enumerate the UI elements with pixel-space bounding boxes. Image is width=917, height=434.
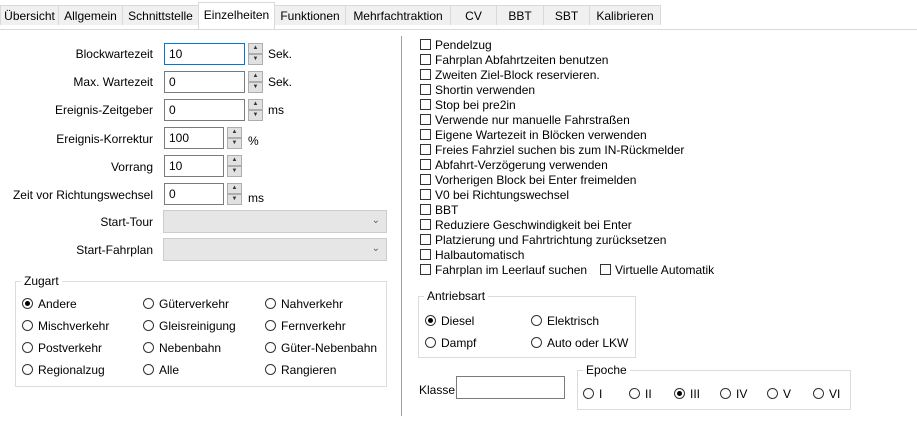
checkbox-icon [420, 234, 431, 245]
checkbox-label: Fahrplan Abfahrtzeiten benutzen [435, 53, 609, 67]
radio-label: Nebenbahn [159, 341, 222, 355]
checkbox-icon [420, 114, 431, 125]
radio-icon [629, 388, 640, 399]
checkbox-icon [420, 144, 431, 155]
tab-schnittstelle[interactable]: Schnittstelle [122, 5, 199, 25]
checkbox-icon [420, 264, 431, 275]
zeit-vor-richtungswechsel-label: Zeit vor Richtungswechsel [12, 188, 153, 202]
spin-up-icon[interactable]: ▲ [227, 155, 242, 166]
klasse-label: Klasse [419, 383, 456, 397]
tab-kalibrieren[interactable]: Kalibrieren [589, 5, 661, 25]
radio-icon [265, 364, 276, 375]
checkbox-icon [420, 219, 431, 230]
checkbox-label: Reduziere Geschwindigkeit bei Enter [435, 218, 632, 232]
tab-bbt[interactable]: BBT [496, 5, 544, 25]
radio-icon [813, 388, 824, 399]
vorrang-spinner[interactable] [227, 155, 242, 177]
radio-icon [22, 320, 33, 331]
radio-icon [531, 337, 542, 348]
chevron-down-icon: ⌄ [371, 243, 380, 254]
checkbox-label: Shortin verwenden [435, 83, 536, 97]
checkbox-label: V0 bei Richtungswechsel [435, 188, 570, 202]
epoche-title: Epoche [583, 363, 630, 377]
ereignis-korrektur-label: Ereignis-Korrektur [56, 132, 153, 146]
spin-up-icon[interactable]: ▲ [248, 43, 263, 54]
start-fahrplan-label: Start-Fahrplan [76, 243, 153, 257]
ereignis-zeitgeber-label: Ereignis-Zeitgeber [54, 103, 153, 117]
radio-label: Elektrisch [547, 314, 600, 328]
radio-selected-icon [425, 315, 436, 326]
radio-icon [143, 364, 154, 375]
spin-down-icon[interactable]: ▼ [248, 110, 263, 121]
checkbox-label: Eigene Wartezeit in Blöcken verwenden [435, 128, 647, 142]
checkbox-icon [420, 204, 431, 215]
radio-label: II [645, 387, 652, 401]
tab-mehrfachtraktion[interactable]: Mehrfachtraktion [345, 5, 451, 25]
checkbox-label: Pendelzug [435, 38, 492, 52]
start-fahrplan-combo[interactable] [163, 238, 387, 261]
checkbox-icon [420, 54, 431, 65]
radio-icon [143, 320, 154, 331]
ereignis-korrektur-input[interactable]: 100 [164, 127, 224, 149]
spin-down-icon[interactable]: ▼ [227, 194, 242, 205]
ereignis-zeitgeber-spinner[interactable] [248, 99, 263, 121]
checkbox-label: Verwende nur manuelle Fahrstraßen [435, 113, 630, 127]
spin-down-icon[interactable]: ▼ [227, 166, 242, 177]
radio-label: Nahverkehr [281, 297, 344, 311]
spin-up-icon[interactable]: ▲ [248, 71, 263, 82]
radio-label: V [783, 387, 792, 401]
tab-einzelheiten[interactable]: Einzelheiten [198, 2, 275, 29]
zugart-title: Zugart [21, 274, 62, 288]
radio-label: Güter-Nebenbahn [281, 341, 378, 355]
checkbox-icon [420, 69, 431, 80]
radio-icon [22, 364, 33, 375]
tab-funktionen[interactable]: Funktionen [274, 5, 346, 25]
radio-label: Auto oder LKW [547, 336, 629, 350]
spin-down-icon[interactable]: ▼ [248, 82, 263, 93]
tab-bar [0, 0, 917, 30]
radio-icon [720, 388, 731, 399]
chevron-down-icon: ⌄ [371, 215, 380, 226]
radio-label: Gleisreinigung [159, 319, 236, 333]
radio-icon [143, 342, 154, 353]
radio-label: VI [829, 387, 841, 401]
radio-label: Fernverkehr [281, 319, 346, 333]
checkbox-icon [420, 189, 431, 200]
radio-icon [22, 342, 33, 353]
radio-label: IV [736, 387, 748, 401]
tab-sbt[interactable]: SBT [543, 5, 590, 25]
blockwartezeit-unit: Sek. [268, 47, 293, 61]
ereignis-korrektur-spinner[interactable] [227, 127, 242, 149]
radio-icon [767, 388, 778, 399]
spin-up-icon[interactable]: ▲ [227, 127, 242, 138]
radio-label: Mischverkehr [38, 319, 110, 333]
max-wartezeit-input[interactable]: 0 [164, 71, 245, 93]
start-tour-label: Start-Tour [100, 215, 153, 229]
checkbox-label: BBT [435, 203, 459, 217]
max-wartezeit-unit: Sek. [268, 75, 293, 89]
radio-label: Diesel [441, 314, 475, 328]
zeit-vor-richtungswechsel-input[interactable]: 0 [164, 183, 224, 205]
radio-icon [265, 342, 276, 353]
checkbox-icon [420, 84, 431, 95]
checkbox-label: Zweiten Ziel-Block reservieren. [435, 68, 600, 82]
vorrang-input[interactable]: 10 [164, 155, 224, 177]
blockwartezeit-spinner[interactable] [248, 43, 263, 65]
tab-uebersicht[interactable]: Übersicht [0, 5, 59, 25]
tab-cv[interactable]: CV [450, 5, 497, 25]
checkbox-label: Vorherigen Block bei Enter freimelden [435, 173, 637, 187]
start-tour-combo[interactable] [163, 210, 387, 233]
radio-label: Rangieren [281, 363, 337, 377]
radio-icon [425, 337, 436, 348]
checkbox-label: Virtuelle Automatik [615, 263, 715, 277]
max-wartezeit-spinner[interactable] [248, 71, 263, 93]
checkbox-icon [420, 249, 431, 260]
radio-icon [265, 298, 276, 309]
ereignis-korrektur-unit: % [248, 134, 259, 148]
checkbox-label: Freies Fahrziel suchen bis zum IN-Rückmelder [435, 143, 685, 157]
radio-icon [143, 298, 154, 309]
radio-label: I [599, 387, 603, 401]
max-wartezeit-label: Max. Wartezeit [73, 75, 153, 89]
checkbox-icon [420, 129, 431, 140]
checkbox-icon [600, 264, 611, 275]
checkbox-icon [420, 159, 431, 170]
klasse-input[interactable] [456, 376, 565, 399]
checkbox-label: Fahrplan im Leerlauf suchen [435, 263, 588, 277]
vorrang-label: Vorrang [110, 160, 153, 174]
ereignis-zeitgeber-unit: ms [268, 103, 284, 117]
radio-icon [583, 388, 594, 399]
spin-up-icon[interactable]: ▲ [227, 183, 242, 194]
radio-label: III [690, 387, 701, 401]
radio-label: Dampf [441, 336, 477, 350]
checkbox-icon [420, 99, 431, 110]
radio-label: Güterverkehr [159, 297, 230, 311]
ereignis-zeitgeber-input[interactable]: 0 [164, 99, 245, 121]
spin-down-icon[interactable]: ▼ [248, 54, 263, 65]
radio-label: Alle [159, 363, 180, 377]
radio-icon [265, 320, 276, 331]
checkbox-icon [420, 39, 431, 50]
blockwartezeit-input[interactable]: 10 [164, 43, 245, 65]
radio-selected-icon [674, 388, 685, 399]
radio-label: Postverkehr [38, 341, 103, 355]
radio-icon [531, 315, 542, 326]
checkbox-label: Abfahrt-Verzögerung verwenden [435, 158, 608, 172]
zeit-vor-richtungswechsel-spinner[interactable] [227, 183, 242, 205]
radio-selected-icon [22, 298, 33, 309]
checkbox-label: Stop bei pre2in [435, 98, 516, 112]
spin-down-icon[interactable]: ▼ [227, 138, 242, 149]
checkbox-label: Platzierung und Fahrtrichtung zurücksetzen [435, 233, 667, 247]
radio-label: Regionalzug [38, 363, 105, 377]
vertical-separator [401, 36, 402, 416]
spin-up-icon[interactable]: ▲ [248, 99, 263, 110]
antriebsart-title: Antriebsart [424, 289, 488, 303]
tab-allgemein[interactable]: Allgemein [58, 5, 123, 25]
radio-label: Andere [38, 297, 77, 311]
checkbox-icon [420, 174, 431, 185]
blockwartezeit-label: Blockwartezeit [75, 47, 153, 61]
zeit-vor-richtungswechsel-unit: ms [248, 191, 264, 205]
checkbox-label: Halbautomatisch [435, 248, 525, 262]
